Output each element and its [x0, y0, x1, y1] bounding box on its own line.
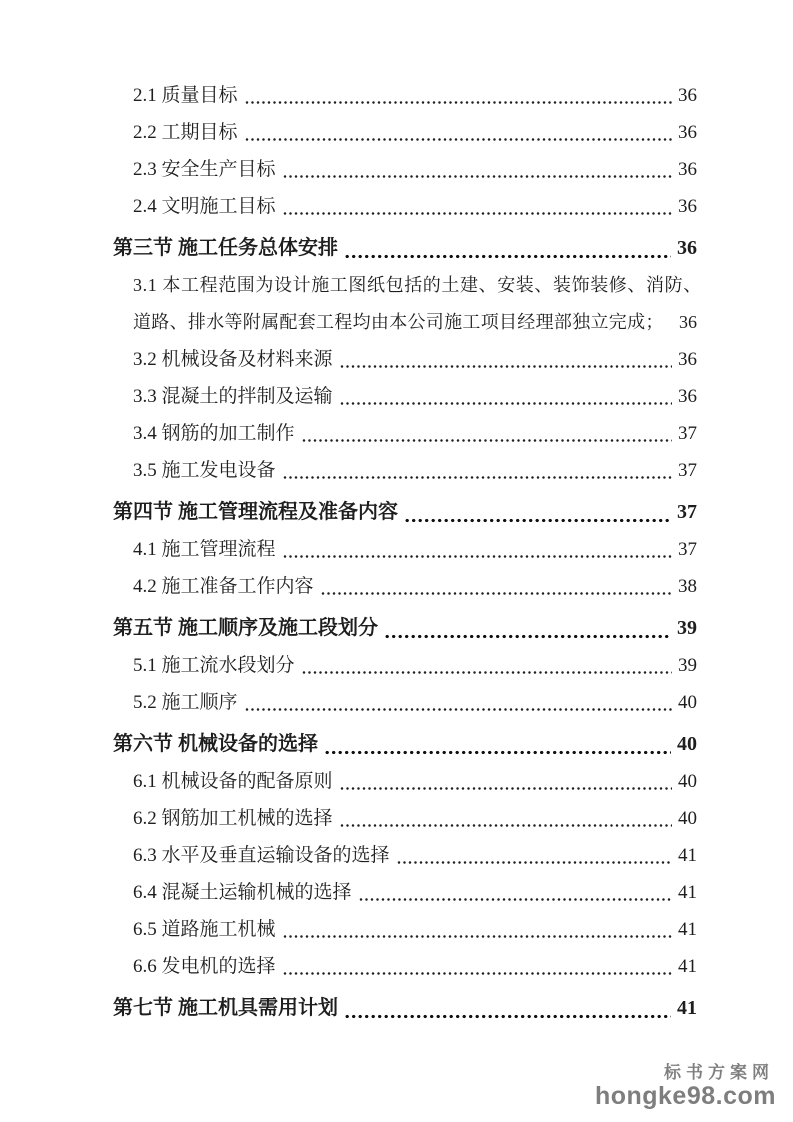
- toc-entry-5-2[interactable]: [113, 684, 697, 721]
- table-of-contents: [113, 77, 702, 1027]
- dotted-leader: [321, 591, 672, 596]
- toc-entry-page: 37: [677, 501, 697, 523]
- toc-entry-page: 41: [678, 845, 697, 866]
- toc-entry-6-5[interactable]: [113, 911, 697, 948]
- dotted-leader: [385, 634, 671, 639]
- toc-section-label: 第三节 施工任务总体安排: [113, 237, 338, 259]
- toc-entry-4-1[interactable]: [113, 531, 697, 568]
- toc-entry-page: 39: [678, 655, 697, 676]
- toc-entry-label-line2: 道路、排水等附属配套工程均由本公司施工项目经理部独立完成；: [133, 312, 664, 332]
- dotted-leader: [340, 786, 672, 791]
- toc-entry-label: 2.2 工期目标: [133, 122, 238, 143]
- toc-entry-3-3[interactable]: [113, 378, 697, 415]
- toc-entry-label: 5.2 施工顺序: [133, 692, 238, 713]
- dotted-leader: [302, 670, 672, 675]
- toc-entry-2-2[interactable]: [113, 114, 697, 151]
- toc-section-label: 第四节 施工管理流程及准备内容: [113, 501, 398, 523]
- dotted-leader: [405, 518, 671, 523]
- toc-section-label: 第六节 机械设备的选择: [113, 733, 318, 755]
- toc-entry-page: 40: [678, 692, 697, 713]
- toc-entry-page: 38: [678, 576, 697, 597]
- dotted-leader: [340, 401, 672, 406]
- toc-entry-line2: [113, 304, 697, 341]
- toc-entry-label: 6.2 钢筋加工机械的选择: [133, 808, 333, 829]
- toc-entry-page: 41: [678, 882, 697, 903]
- dotted-leader: [283, 554, 672, 559]
- toc-entry-6-6[interactable]: [113, 948, 697, 985]
- toc-entry-page: 36: [679, 312, 697, 332]
- dotted-leader: [245, 707, 672, 712]
- toc-entry-label: 3.4 钢筋的加工制作: [133, 423, 295, 444]
- dotted-leader: [359, 897, 672, 902]
- toc-entry-3-5[interactable]: [113, 452, 697, 489]
- toc-entry-label: 4.1 施工管理流程: [133, 539, 276, 560]
- toc-entry-6-2[interactable]: [113, 800, 697, 837]
- toc-entry-3-1[interactable]: [113, 267, 702, 341]
- toc-entry-label: 6.5 道路施工机械: [133, 919, 276, 940]
- toc-entry-2-1[interactable]: [113, 77, 697, 114]
- toc-entry-page: 37: [678, 539, 697, 560]
- toc-entry-label: 6.1 机械设备的配备原则: [133, 771, 333, 792]
- toc-entry-page: 36: [678, 122, 697, 143]
- toc-entry-label: 5.1 施工流水段划分: [133, 655, 295, 676]
- toc-entry-label: 3.3 混凝土的拌制及运输: [133, 386, 333, 407]
- dotted-leader: [245, 137, 672, 142]
- toc-entry-6-1[interactable]: [113, 763, 697, 800]
- dotted-leader: [345, 1014, 671, 1019]
- toc-entry-6-4[interactable]: [113, 874, 697, 911]
- dotted-leader: [283, 174, 672, 179]
- toc-entry-2-4[interactable]: [113, 188, 697, 225]
- toc-entry-label: 6.3 水平及垂直运输设备的选择: [133, 845, 390, 866]
- dotted-leader: [283, 211, 672, 216]
- site-watermark: [595, 1064, 776, 1110]
- dotted-leader: [283, 971, 672, 976]
- toc-entry-label: 6.4 混凝土运输机械的选择: [133, 882, 352, 903]
- dotted-leader: [397, 860, 672, 865]
- toc-entry-page: 36: [677, 237, 697, 259]
- toc-section-3[interactable]: [113, 230, 697, 267]
- dotted-leader: [345, 254, 671, 259]
- toc-entry-label: 2.1 质量目标: [133, 85, 238, 106]
- watermark-site-name: 标书方案网: [664, 1062, 774, 1082]
- toc-entry-page: 40: [677, 733, 697, 755]
- toc-entry-5-1[interactable]: [113, 647, 697, 684]
- toc-entry-label: 3.2 机械设备及材料来源: [133, 349, 333, 370]
- toc-entry-page: 36: [678, 196, 697, 217]
- toc-entry-page: 37: [678, 423, 697, 444]
- toc-entry-page: 36: [678, 386, 697, 407]
- dotted-leader: [245, 100, 672, 105]
- toc-entry-6-3[interactable]: [113, 837, 697, 874]
- watermark-site-url: hongke98.com: [594, 1081, 776, 1110]
- toc-section-4[interactable]: [113, 494, 697, 531]
- toc-entry-label: 2.3 安全生产目标: [133, 159, 276, 180]
- toc-entry-label: 4.2 施工准备工作内容: [133, 576, 314, 597]
- toc-entry-label: 3.5 施工发电设备: [133, 460, 276, 481]
- dotted-leader: [325, 750, 671, 755]
- toc-section-label: 第五节 施工顺序及施工段划分: [113, 617, 378, 639]
- toc-entry-page: 41: [678, 919, 697, 940]
- toc-entry-4-2[interactable]: [113, 568, 697, 605]
- toc-entry-label-line1: 3.1 本工程范围为设计施工图纸包括的土建、安装、装饰装修、消防、: [133, 275, 702, 295]
- toc-entry-page: 40: [678, 771, 697, 792]
- toc-entry-3-4[interactable]: [113, 415, 697, 452]
- dotted-leader: [340, 823, 672, 828]
- toc-section-7[interactable]: [113, 990, 697, 1027]
- dotted-leader: [283, 934, 672, 939]
- toc-entry-page: 36: [678, 159, 697, 180]
- dotted-leader: [340, 364, 672, 369]
- toc-entry-2-3[interactable]: [113, 151, 697, 188]
- toc-entry-page: 36: [678, 85, 697, 106]
- toc-entry-label: 2.4 文明施工目标: [133, 196, 276, 217]
- toc-entry-page: 41: [677, 997, 697, 1019]
- toc-entry-page: 41: [678, 956, 697, 977]
- dotted-leader: [283, 475, 672, 480]
- toc-entry-3-2[interactable]: [113, 341, 697, 378]
- toc-section-label: 第七节 施工机具需用计划: [113, 997, 338, 1019]
- toc-entry-page: 36: [678, 349, 697, 370]
- toc-section-5[interactable]: [113, 610, 697, 647]
- toc-entry-page: 39: [677, 617, 697, 639]
- toc-entry-label: 6.6 发电机的选择: [133, 956, 276, 977]
- dotted-leader: [302, 438, 672, 443]
- toc-section-6[interactable]: [113, 726, 697, 763]
- toc-entry-page: 40: [678, 808, 697, 829]
- toc-entry-page: 37: [678, 460, 697, 481]
